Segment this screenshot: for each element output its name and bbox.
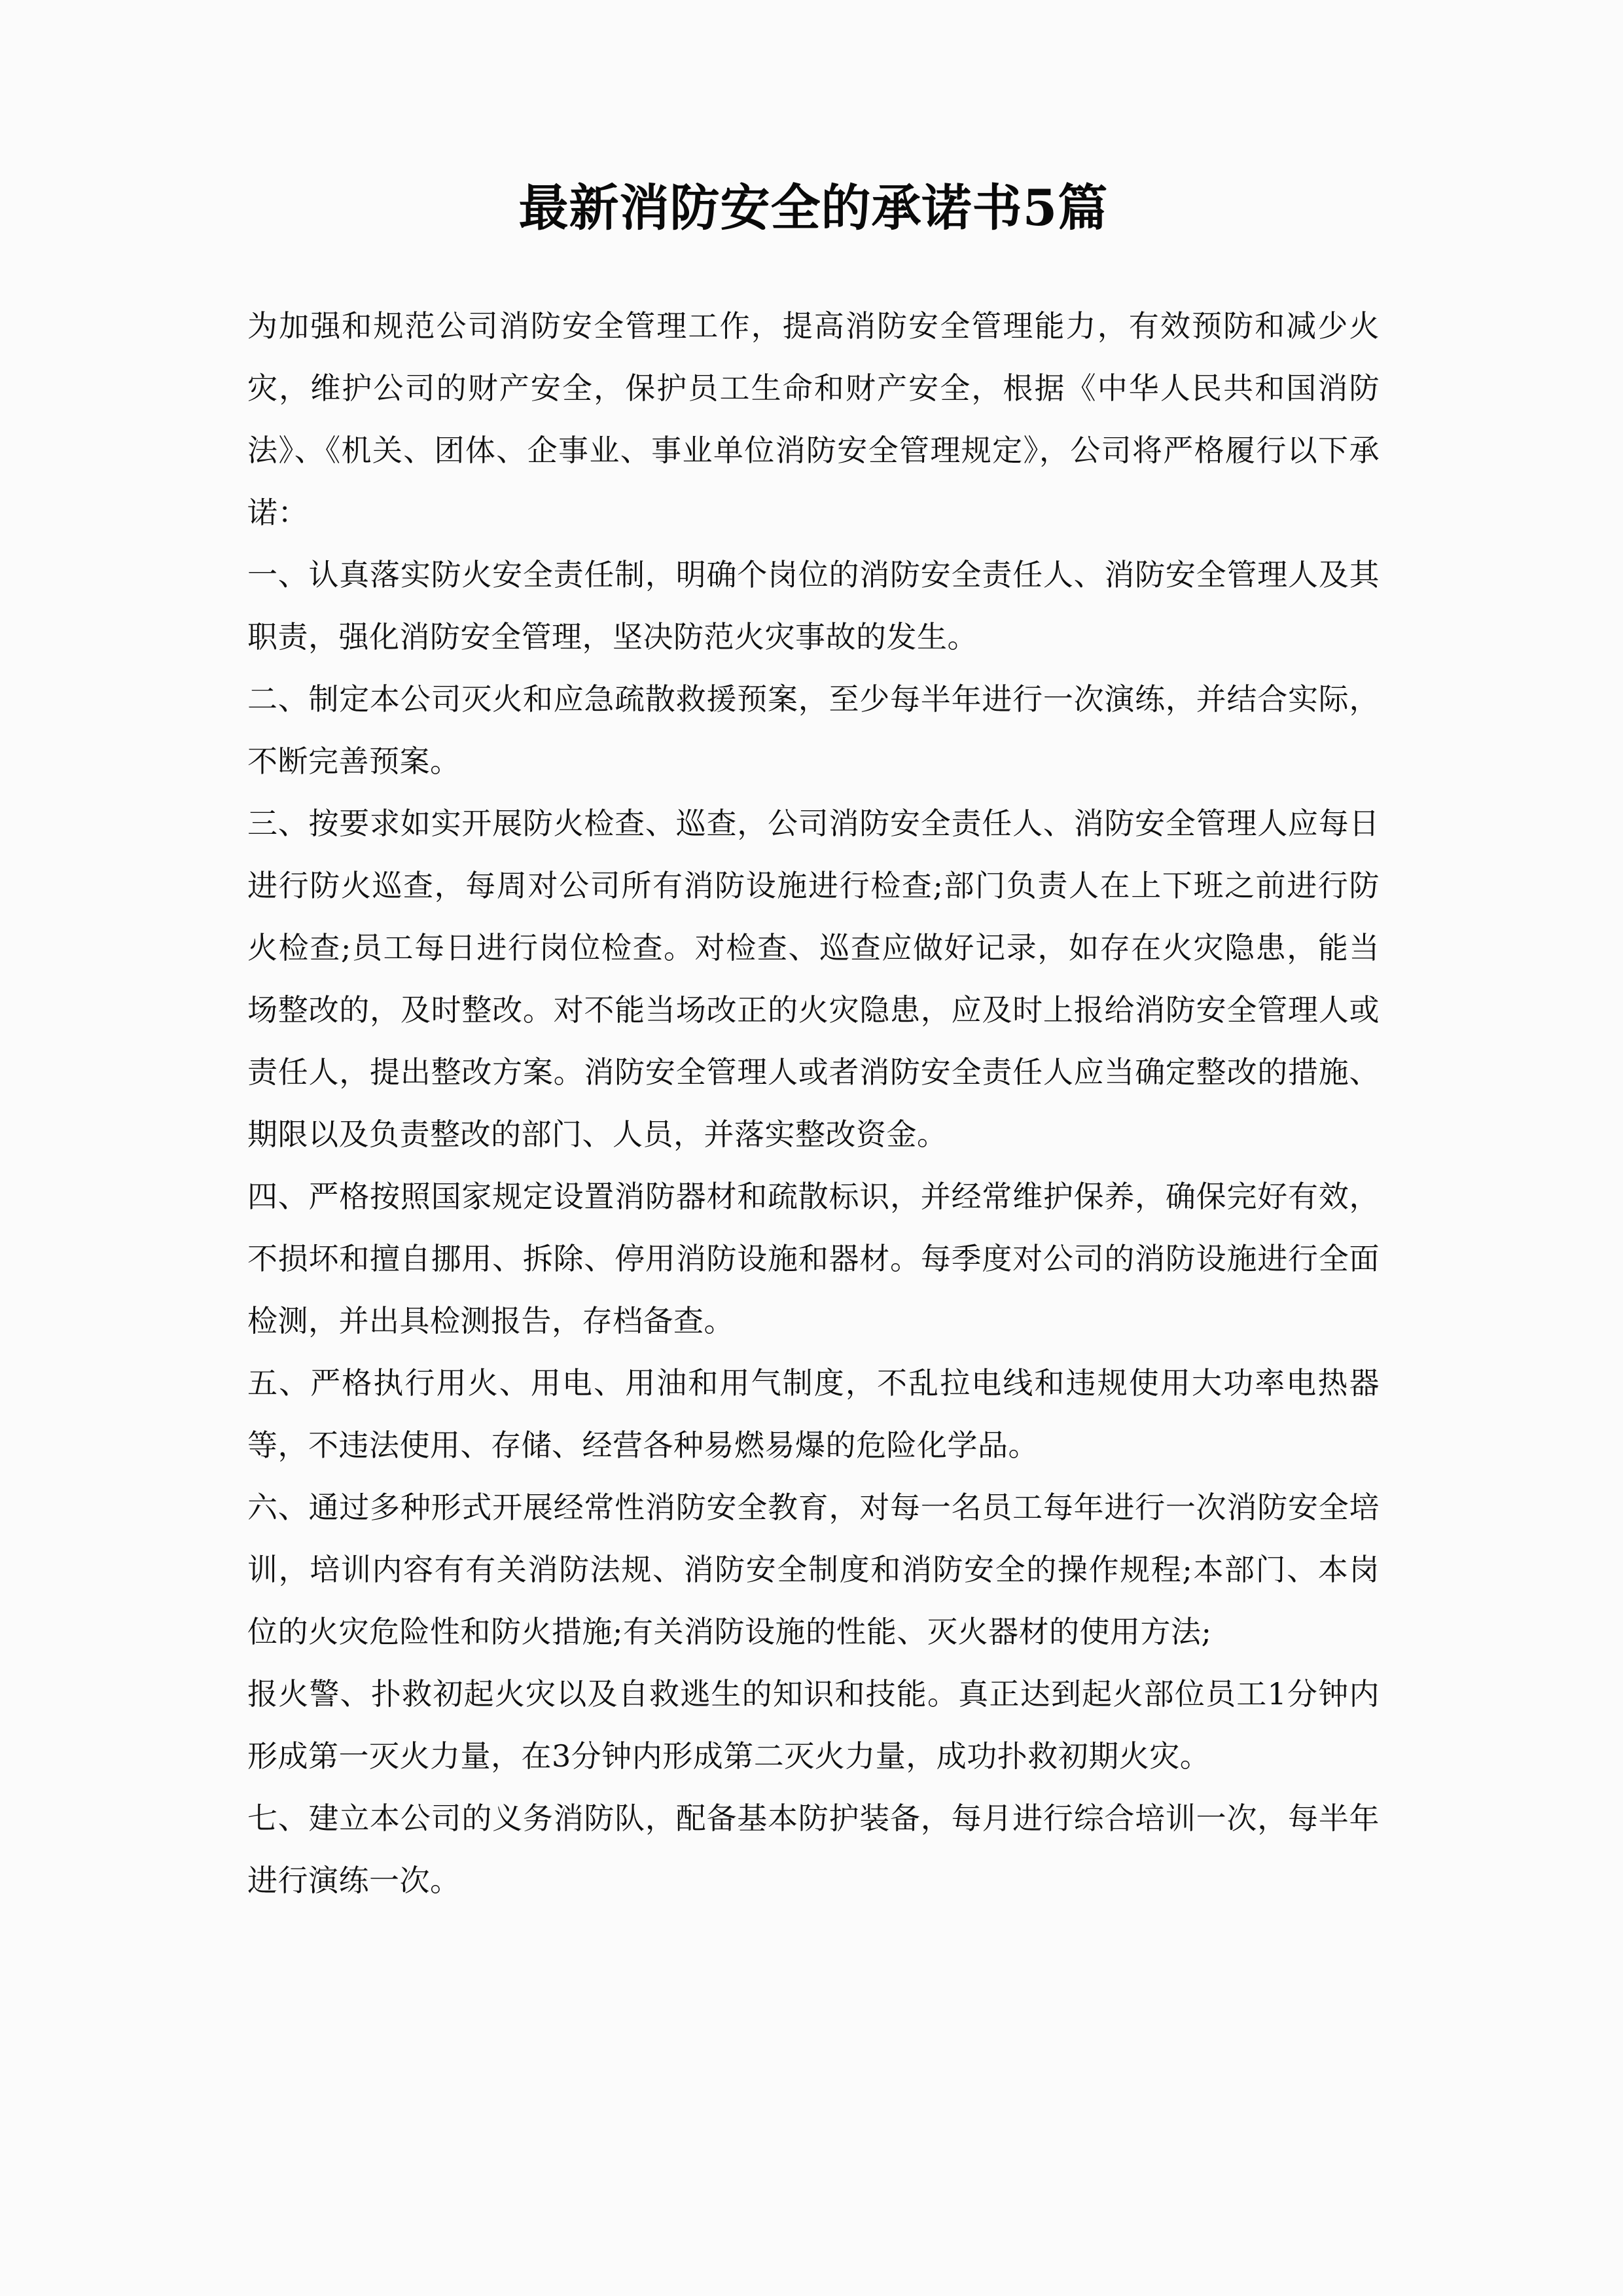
page-title: 最新消防安全的承诺书5篇	[518, 179, 1109, 237]
document-content	[247, 295, 1380, 1912]
paragraph-item-3: 三、按要求如实开展防火检查、巡查，公司消防安全责任人、消防安全管理人应每日进行防火巡查，每周对公司所有消防设施进行检查;部门负责人在上下班之前进行防火检查;员工每日进行岗位检查。对检查、巡查应做好记录，如存在火灾隐患，能当场整改的，及时整改。对不能当场改正的火灾隐患，应及时上报给消防安全管理人或责任人，提出整改方案。消防安全管理人或者消防安全责任人应当确定整改的措施、期限以及负责整改的部门、人员，并落实整改资金。	[247, 806, 1380, 1153]
paragraph-item-6-continued: 报火警、扑救初起火灾以及自救逃生的知识和技能。真正达到起火部位员工1分钟内形成第一灭火力量，在3分钟内形成第二灭火力量，成功扑救初期火灾。	[247, 1676, 1380, 1774]
paragraph-item-4: 四、严格按照国家规定设置消防器材和疏散标识，并经常维护保养，确保完好有效，不损坏和擅自挪用、拆除、停用消防设施和器材。每季度对公司的消防设施进行全面检测，并出具检测报告，存档备查。	[247, 1179, 1380, 1339]
paragraph-item-2: 二、制定本公司灭火和应急疏散救援预案，至少每半年进行一次演练，并结合实际，不断完善预案。	[247, 681, 1380, 780]
paragraph-intro: 为加强和规范公司消防安全管理工作，提高消防安全管理能力，有效预防和减少火灾，维护公司的财产安全，保护员工生命和财产安全，根据《中华人民共和国消防法》、《机关、团体、企事业、事业单位消防安全管理规定》，公司将严格履行以下承诺：	[247, 308, 1380, 531]
paragraph-item-1: 一、认真落实防火安全责任制，明确个岗位的消防安全责任人、消防安全管理人及其职责，强化消防安全管理，坚决防范火灾事故的发生。	[247, 557, 1380, 655]
paragraph-item-7: 七、建立本公司的义务消防队，配备基本防护装备，每月进行综合培训一次，每半年进行演练一次。	[247, 1801, 1380, 1899]
document-body	[247, 0, 1380, 1912]
paragraph-item-6: 六、通过多种形式开展经常性消防安全教育，对每一名员工每年进行一次消防安全培训，培训内容有有关消防法规、消防安全制度和消防安全的操作规程;本部门、本岗位的火灾危险性和防火措施;有关消防设施的性能、灭火器材的使用方法;	[247, 1490, 1380, 1650]
paragraph-item-5: 五、严格执行用火、用电、用油和用气制度，不乱拉电线和违规使用大功率电热器等，不违法使用、存储、经营各种易燃易爆的危险化学品。	[247, 1365, 1380, 1463]
